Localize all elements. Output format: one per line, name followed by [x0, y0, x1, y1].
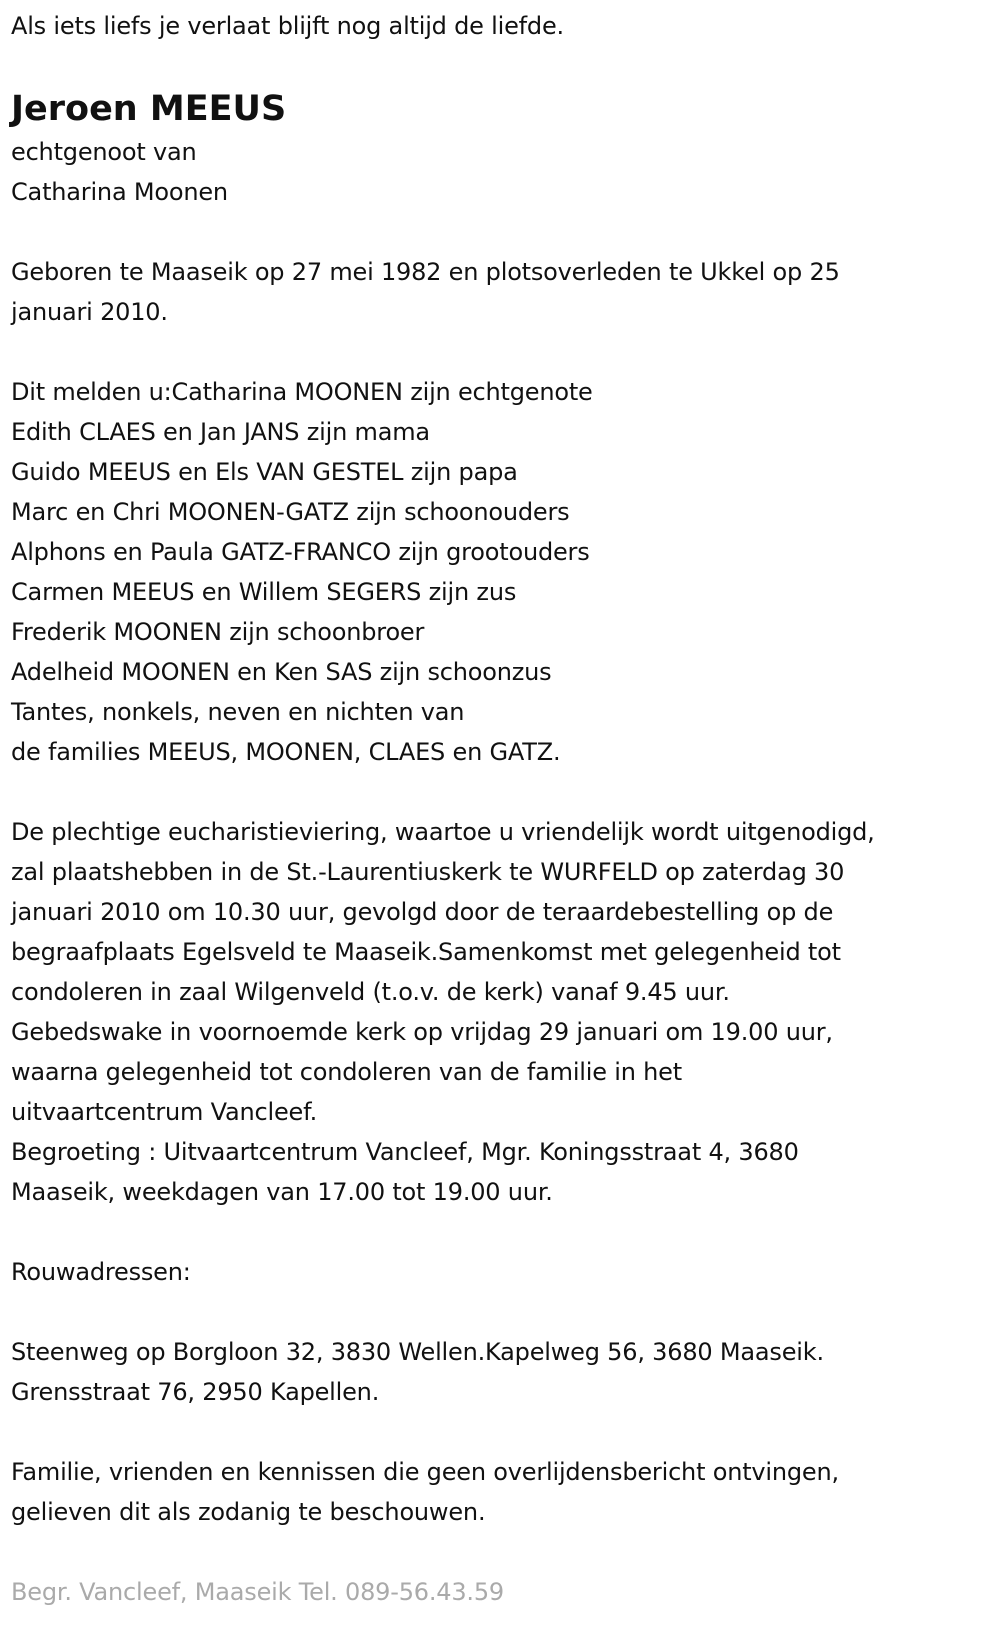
ceremony-line: Maaseik, weekdagen van 17.00 tot 19.00 uur. [11, 1178, 553, 1206]
family-line: Dit melden u:Catharina MOONEN zijn echtgenote [11, 378, 593, 406]
birth-line: Geboren te Maaseik op 27 mei 1982 en plotsoverleden te Ukkel op 25 [11, 258, 840, 286]
spouse-line: echtgenoot van [11, 138, 197, 166]
notice-line: Familie, vrienden en kennissen die geen overlijdensbericht ontvingen, [11, 1458, 839, 1486]
family-line: Guido MEEUS en Els VAN GESTEL zijn papa [11, 458, 518, 486]
ceremony-line: begraafplaats Egelsveld te Maaseik.Samenkomst met gelegenheid tot [11, 938, 841, 966]
family-line: Adelheid MOONEN en Ken SAS zijn schoonzus [11, 658, 552, 686]
notice-block [11, 1452, 1000, 1532]
ceremony-line: Begroeting : Uitvaartcentrum Vancleef, Mgr. Koningsstraat 4, 3680 [11, 1138, 799, 1166]
ceremony-line: zal plaatshebben in de St.-Laurentiuskerk te WURFELD op zaterdag 30 [11, 858, 845, 886]
spouse-line: Catharina Moonen [11, 178, 228, 206]
funeral-home-footer [11, 1572, 1000, 1612]
motto-text: Als iets liefs je verlaat blijft nog altijd de liefde. [11, 12, 564, 40]
family-line: Tantes, nonkels, neven en nichten van [11, 698, 465, 726]
ceremony-line: uitvaartcentrum Vancleef. [11, 1098, 318, 1126]
address-line: Steenweg op Borgloon 32, 3830 Wellen.Kapelweg 56, 3680 Maaseik. [11, 1338, 824, 1366]
addresses-heading [11, 1252, 1000, 1292]
deceased-name: Jeroen MEEUS [11, 89, 287, 129]
family-line: Edith CLAES en Jan JANS zijn mama [11, 418, 430, 446]
family-line: Marc en Chri MOONEN-GATZ zijn schoonouders [11, 498, 570, 526]
footer-text: Begr. Vancleef, Maaseik Tel. 089-56.43.59 [11, 1578, 504, 1606]
ceremony-line: De plechtige eucharistieviering, waartoe u vriendelijk wordt uitgenodigd, [11, 818, 875, 846]
motto [11, 6, 1000, 46]
ceremony-line: januari 2010 om 10.30 uur, gevolgd door de teraardebestelling op de [11, 898, 834, 926]
family-line: de families MEEUS, MOONEN, CLAES en GATZ. [11, 738, 561, 766]
spouse-block [11, 132, 1000, 212]
family-block [11, 372, 1000, 772]
family-line: Alphons en Paula GATZ-FRANCO zijn grootouders [11, 538, 590, 566]
addresses-heading-text: Rouwadressen: [11, 1258, 191, 1286]
birth-death-block [11, 252, 1000, 332]
address-line: Grensstraat 76, 2950 Kapellen. [11, 1378, 380, 1406]
ceremony-line: Gebedswake in voornoemde kerk op vrijdag 29 januari om 19.00 uur, [11, 1018, 833, 1046]
ceremony-line: waarna gelegenheid tot condoleren van de familie in het [11, 1058, 682, 1086]
addresses-block [11, 1332, 1000, 1412]
notice-line: gelieven dit als zodanig te beschouwen. [11, 1498, 486, 1526]
birth-line: januari 2010. [11, 298, 168, 326]
ceremony-line: condoleren in zaal Wilgenveld (t.o.v. de kerk) vanaf 9.45 uur. [11, 978, 730, 1006]
ceremony-block [11, 812, 1000, 1212]
family-line: Frederik MOONEN zijn schoonbroer [11, 618, 425, 646]
family-line: Carmen MEEUS en Willem SEGERS zijn zus [11, 578, 517, 606]
